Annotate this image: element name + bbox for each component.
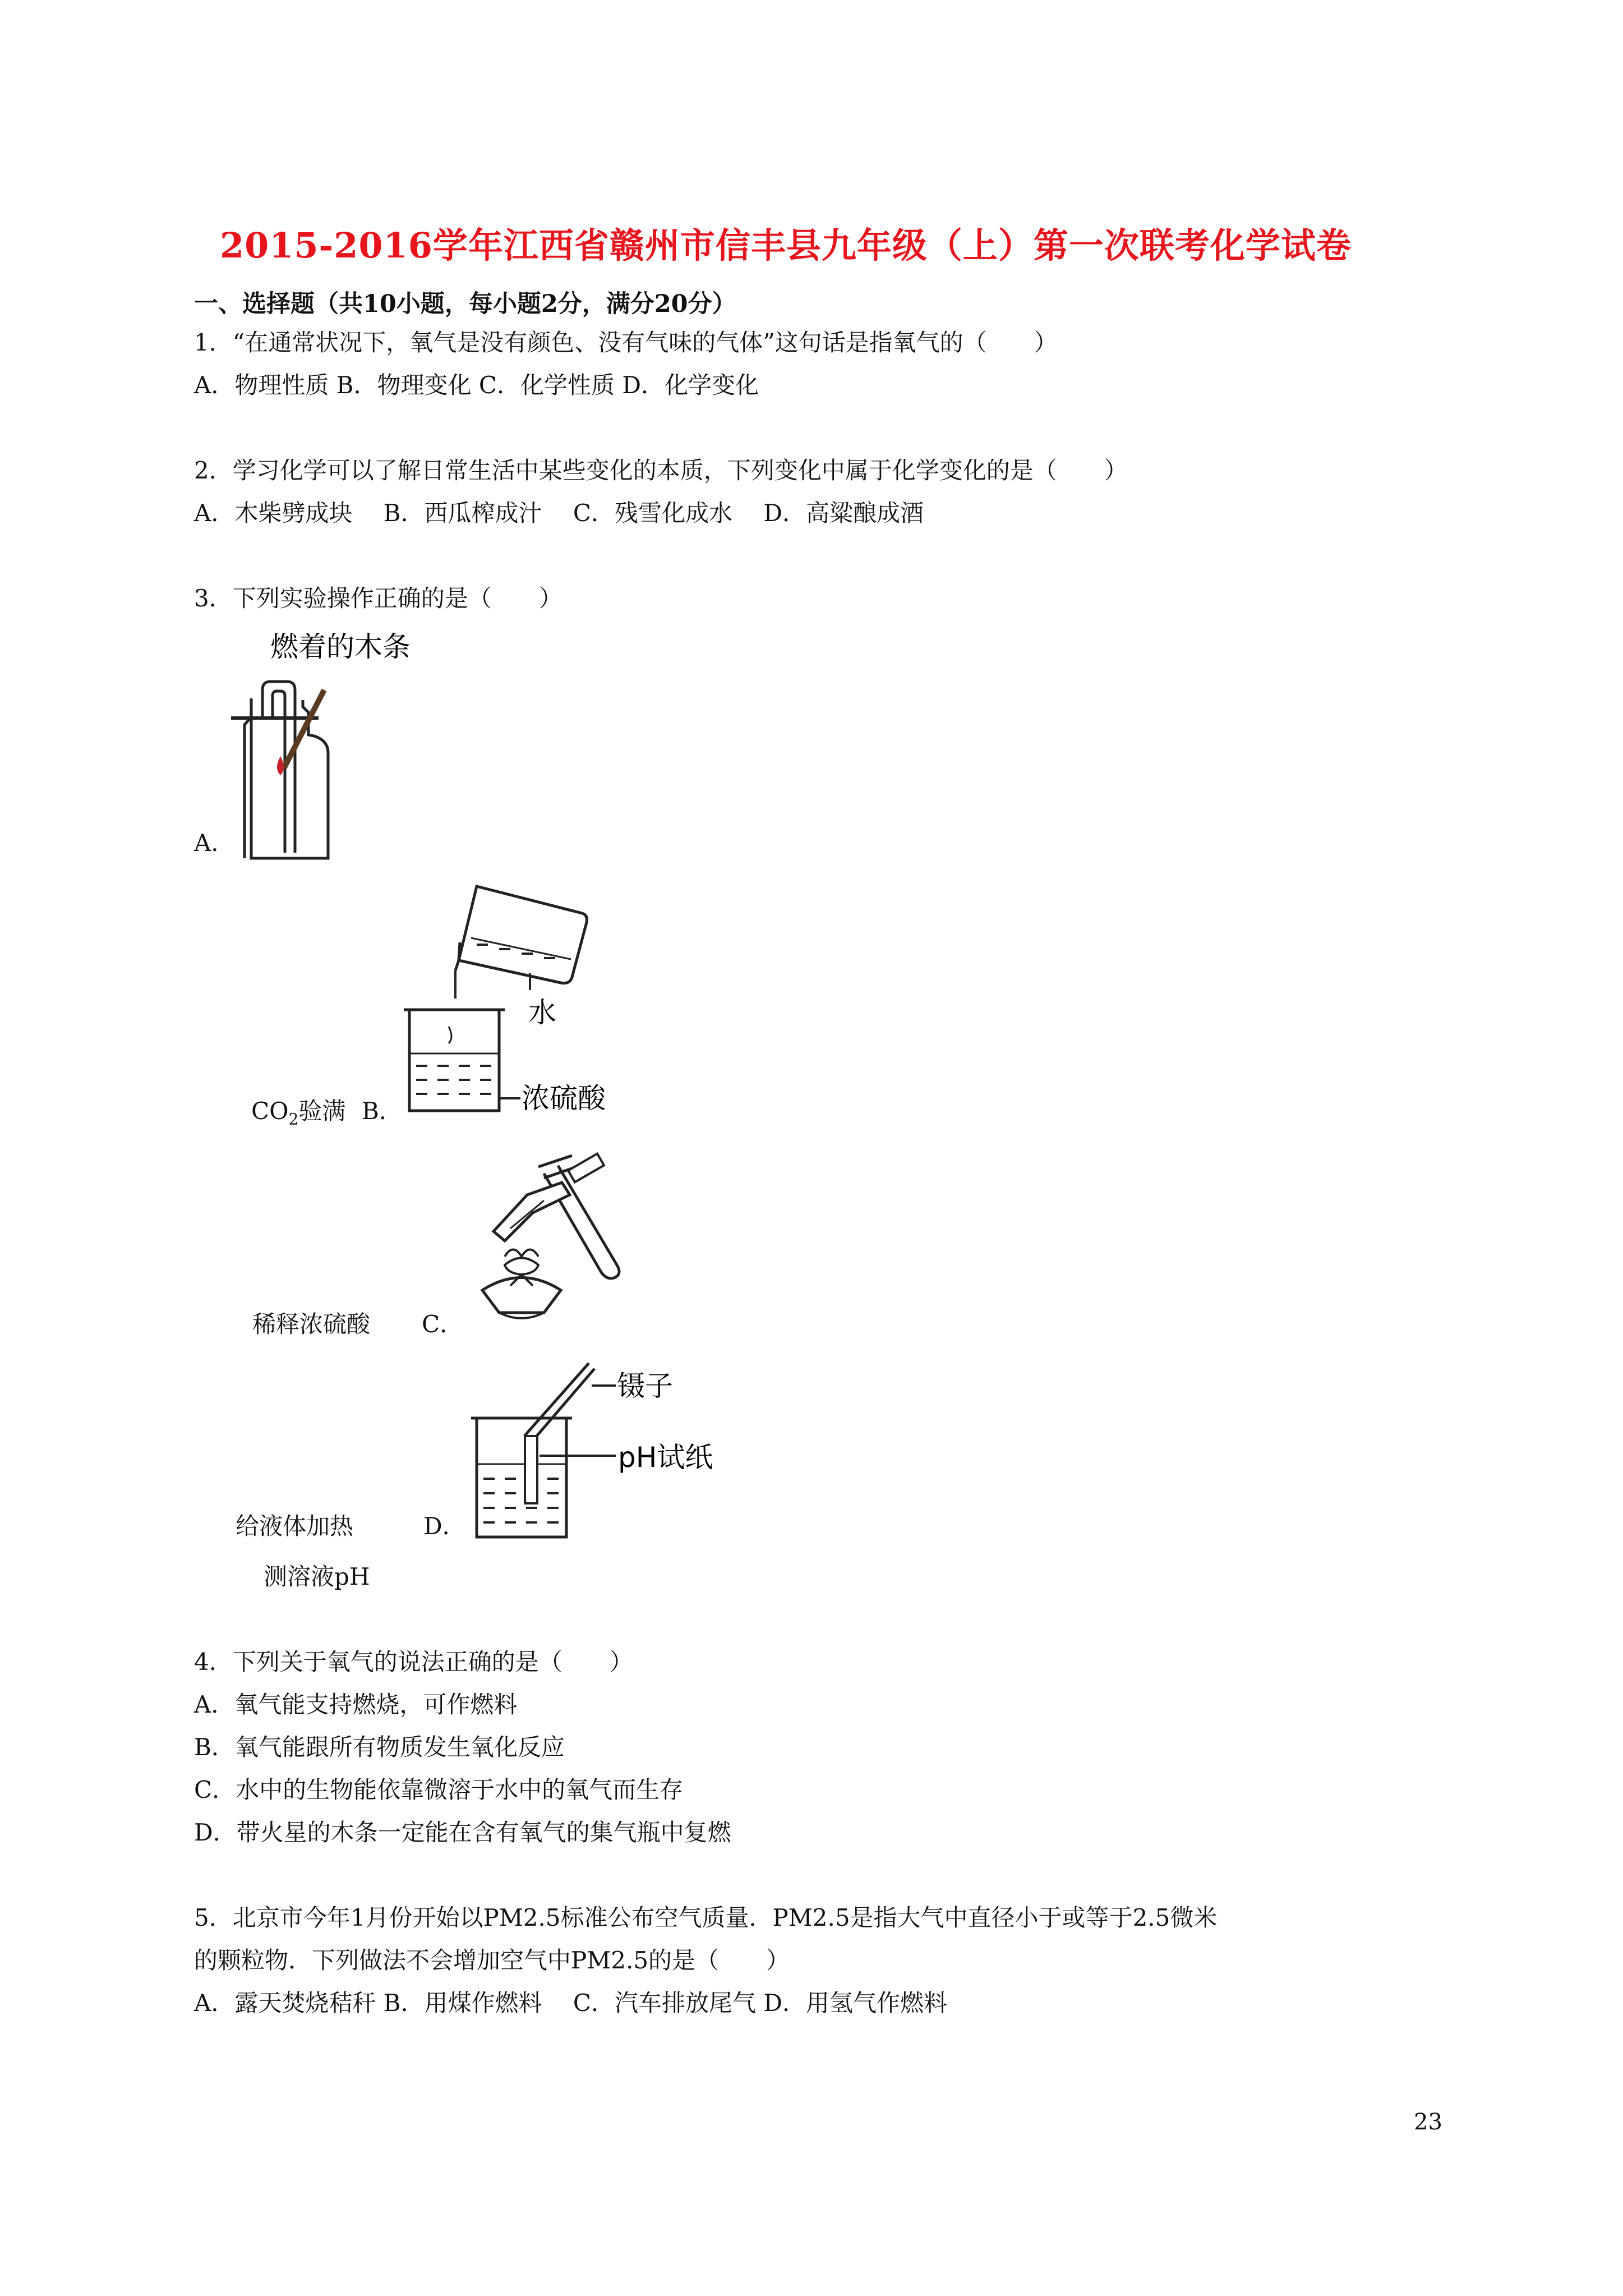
q3-option-c-letter: C．	[422, 1310, 464, 1338]
co2-label: CO	[251, 1097, 289, 1125]
gas-bottle-figure	[224, 628, 411, 864]
q4-option-c: C．水中的生物能依靠微溶于水中的氧气而生存	[194, 1776, 684, 1803]
page-title: 2015-2016学年江西省赣州市信丰县九年级（上）第一次联考化学试卷	[220, 225, 1352, 266]
acid-label: 浓硫酸	[522, 1082, 606, 1115]
q4-stem: 4．下列关于氧气的说法正确的是（ ）	[194, 1648, 633, 1676]
q1-stem: 1．“在通常状况下，氧气是没有颜色、没有气味的气体”这句话是指氧气的（ ）	[194, 329, 1058, 356]
section-heading: 一、选择题（共10小题，每小题2分，满分20分）	[194, 290, 736, 318]
check-full-label: 验满	[298, 1097, 346, 1125]
q3-option-d-letter: D．	[423, 1512, 466, 1540]
page-number: 23	[1414, 2109, 1442, 2135]
test-tube-heating-figure	[460, 1144, 651, 1346]
q2-options: A．木柴劈成块 B．西瓜榨成汁 C．残雪化成水 D．高粱酿成酒	[194, 499, 924, 527]
burning-stick-label: 燃着的木条	[270, 631, 411, 663]
q4-option-a: A．氧气能支持燃烧，可作燃料	[194, 1691, 518, 1718]
q5-options: A．露天焚烧秸秆 B．用煤作燃料 C．汽车排放尾气 D．用氢气作燃料	[194, 1989, 948, 2017]
q5-stem-line1: 5．北京市今年1月份开始以PM2.5标准公布空气质量．PM2.5是指大气中直径小于或等于2.5微米	[194, 1904, 1218, 1931]
q2-stem: 2．学习化学可以了解日常生活中某些变化的本质，下列变化中属于化学变化的是（ ）	[194, 457, 1128, 484]
tweezers-label: 镊子	[617, 1370, 673, 1402]
q3-option-b-letter: B．	[362, 1097, 403, 1125]
ph-test-figure	[471, 1352, 713, 1565]
q3-option-a-letter: A．	[194, 829, 235, 857]
q3-option-b-caption: 稀释浓硫酸	[252, 1310, 371, 1338]
co2-subscript: 2	[288, 1110, 299, 1129]
q3-option-c-caption: 给液体加热	[236, 1512, 354, 1540]
ph-paper-label: pH试纸	[618, 1441, 713, 1474]
q4-option-d: D．带火星的木条一定能在含有氧气的集气瓶中复燃	[194, 1819, 731, 1846]
dilution-figure	[393, 875, 639, 1122]
q4-option-b: B．氧气能跟所有物质发生氧化反应	[194, 1733, 565, 1761]
q5-stem-line2: 的颗粒物．下列做法不会增加空气中PM2.5的是（ ）	[194, 1947, 790, 1974]
q3-stem: 3．下列实验操作正确的是（ ）	[194, 585, 562, 612]
q1-options: A．物理性质 B．物理变化 C．化学性质 D．化学变化	[194, 371, 759, 399]
q3-option-d-caption: 测溶液pH	[264, 1563, 370, 1590]
q3-option-a-caption	[251, 1099, 345, 1127]
water-label: 水	[528, 996, 556, 1029]
